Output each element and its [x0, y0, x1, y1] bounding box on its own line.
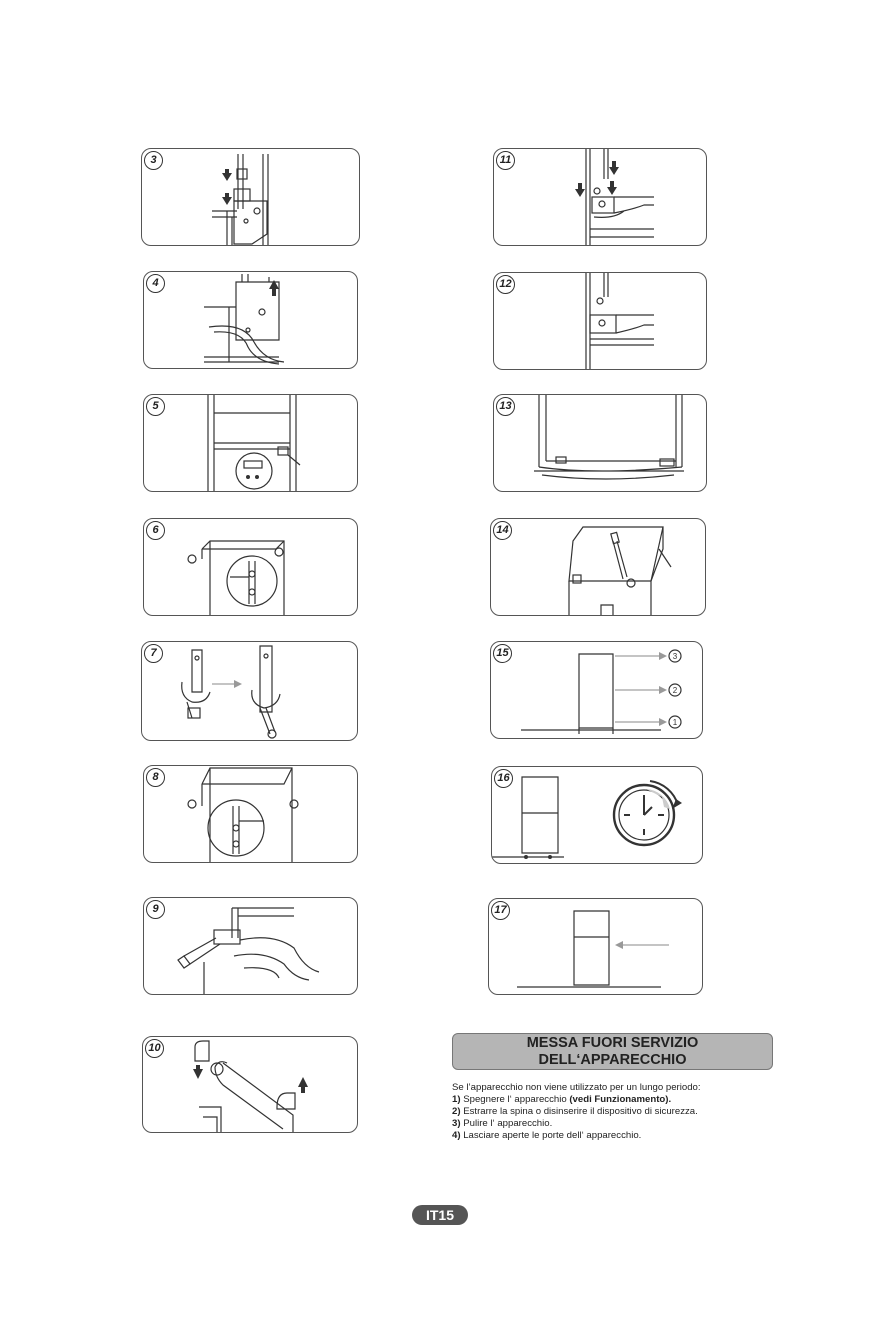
- step-8-figure: [143, 765, 358, 863]
- step-number: 7: [144, 644, 163, 663]
- step-7-figure: [141, 641, 358, 741]
- cabinet-front-illustration: [144, 395, 358, 492]
- hinge-pin-swap-illustration: [142, 642, 358, 741]
- step-number: 17: [491, 901, 510, 920]
- step-10-figure: [142, 1036, 358, 1133]
- hinge-bracket-illustration: [144, 272, 358, 369]
- step-number: 6: [146, 521, 165, 540]
- step-number: 11: [496, 151, 515, 170]
- hinge-removal-illustration: [142, 149, 360, 246]
- instructions: [452, 1082, 792, 1142]
- step-13-figure: [493, 394, 707, 492]
- step-number: 3: [144, 151, 163, 170]
- step-number: 12: [496, 275, 515, 294]
- instruction-item-3: 3) Pulire l‘ apparecchio.: [452, 1118, 553, 1129]
- step-3-figure: [141, 148, 360, 246]
- fridge-placed-illustration: [489, 899, 703, 995]
- instruction-item-2: 2) Estrarre la spina o disinserire il dispositivo di sicurezza.: [452, 1106, 698, 1117]
- top-hinge-detail-illustration: [144, 519, 358, 616]
- step-15-figure: [490, 641, 703, 739]
- instructions-intro: Se l’apparecchio non viene utilizzato per un lungo periodo:: [452, 1082, 701, 1093]
- level-positions-illustration: [491, 642, 703, 739]
- step-number: 13: [496, 397, 515, 416]
- door-front-illustration: [494, 395, 707, 492]
- level-marker-2: 2: [672, 686, 678, 695]
- section-title-line1: MESSA FUORI SERVIZIO: [526, 1035, 699, 1051]
- step-16-figure: [491, 766, 703, 864]
- step-number: 5: [146, 397, 165, 416]
- step-number: 15: [493, 644, 512, 663]
- step-14-figure: [490, 518, 706, 616]
- cap-exchange-illustration: [143, 1037, 358, 1133]
- step-number: 10: [145, 1039, 164, 1058]
- instruction-item-1: 1) Spegnere l‘ apparecchio (vedi Funzionamento).: [452, 1094, 672, 1105]
- instruction-item-4: 4) Lasciare aperte le porte dell‘ apparecchio.: [452, 1130, 642, 1141]
- page-number: IT15: [412, 1205, 468, 1225]
- wait-before-start-illustration: [492, 767, 703, 864]
- section-title: [452, 1033, 773, 1070]
- door-hinge-illustration: [494, 149, 707, 246]
- step-17-figure: [488, 898, 703, 995]
- fridge-top-screwdriver-illustration: [491, 519, 706, 616]
- step-4-figure: [143, 271, 358, 369]
- hinge-mounting-illustration: [144, 766, 358, 863]
- step-9-figure: [143, 897, 358, 995]
- step-5-figure: [143, 394, 358, 492]
- level-marker-1: 1: [672, 718, 678, 727]
- screwdriver-hinge-illustration: [144, 898, 358, 995]
- step-number: 16: [494, 769, 513, 788]
- level-marker-3: 3: [672, 652, 678, 661]
- door-hinge-mounted-illustration: [494, 273, 707, 370]
- step-number: 9: [146, 900, 165, 919]
- step-6-figure: [143, 518, 358, 616]
- step-number: 4: [146, 274, 165, 293]
- step-number: 8: [146, 768, 165, 787]
- step-number: 14: [493, 521, 512, 540]
- section-title-line2: DELL‘APPARECCHIO: [538, 1052, 687, 1068]
- step-11-figure: [493, 148, 707, 246]
- step-12-figure: [493, 272, 707, 370]
